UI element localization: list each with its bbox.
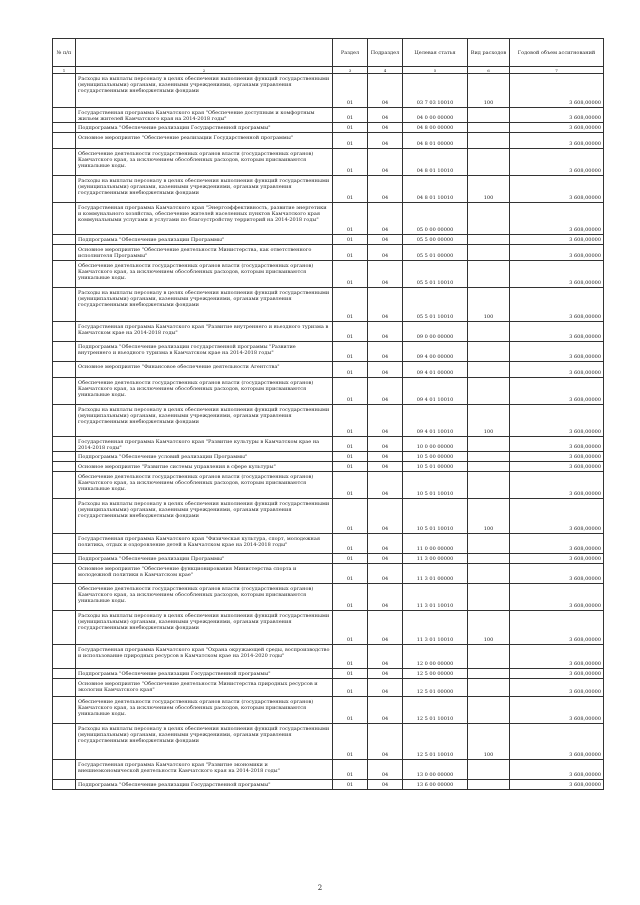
row-target: 04 8 01 10010 [403, 176, 468, 203]
row-target: 05 5 01 00000 [403, 245, 468, 261]
row-index [53, 322, 76, 342]
row-target: 03 7 03 10010 [403, 74, 468, 108]
table-row [53, 669, 604, 679]
row-target: 12 5 01 00000 [403, 679, 468, 697]
row-index [53, 405, 76, 437]
row-amount: 3 608,00000 [510, 322, 604, 342]
row-amount: 3 608,00000 [510, 499, 604, 534]
row-amount: 3 608,00000 [510, 362, 604, 378]
row-target: 11 3 01 00000 [403, 564, 468, 584]
row-subsection: 04 [368, 203, 403, 235]
row-section: 01 [333, 108, 368, 123]
row-name: Государственная программа Камчатского края "Охрана окружающей среды, воспроизводство и использование природных ресурсов в Камчатском крае на 2014-2020 годы" [76, 645, 333, 669]
row-index [53, 362, 76, 378]
row-name: Обеспечение деятельности государственных органов власти (государственных органов) Камчатского края, за исключением обособленных расходов, которым присваиваются уникальные коды. [76, 584, 333, 611]
row-expense-type [468, 322, 510, 342]
row-expense-type [468, 760, 510, 780]
budget-table [52, 38, 604, 790]
row-index [53, 123, 76, 133]
row-section: 01 [333, 133, 368, 149]
row-name: Подпрограмма "Обеспечение реализации государственной программы "Развитие внутреннего и въездного туризма в Камчатском крае на 2014-2018 годы" [76, 342, 333, 362]
row-section: 01 [333, 261, 368, 288]
row-expense-type: 100 [468, 499, 510, 534]
row-index [53, 452, 76, 462]
row-index [53, 437, 76, 452]
table-row [53, 342, 604, 362]
table-row [53, 534, 604, 554]
table-row [53, 149, 604, 176]
table-row [53, 499, 604, 534]
row-index [53, 554, 76, 564]
row-name: Расходы на выплаты персоналу в целях обеспечения выполнения функций государственными (муниципальными) органами, казенными учреждениями, органами управления государственными внебюджетными фондами [76, 499, 333, 534]
row-expense-type [468, 261, 510, 288]
column-number-row [53, 67, 604, 74]
table-row [53, 176, 604, 203]
row-section: 01 [333, 203, 368, 235]
header-subsection: Подраздел [368, 39, 403, 67]
row-section: 01 [333, 697, 368, 724]
header-section: Раздел [333, 39, 368, 67]
row-expense-type: 100 [468, 74, 510, 108]
row-index [53, 342, 76, 362]
row-index [53, 611, 76, 645]
row-target: 13 0 00 00000 [403, 760, 468, 780]
row-amount: 3 608,00000 [510, 342, 604, 362]
row-amount: 3 608,00000 [510, 261, 604, 288]
row-subsection: 04 [368, 611, 403, 645]
row-name: Обеспечение деятельности государственных органов власти (государственных органов) Камчатского края, за исключением обособленных расходов, которым присваиваются уникальные коды. [76, 261, 333, 288]
row-target: 09 0 00 00000 [403, 322, 468, 342]
row-subsection: 04 [368, 123, 403, 133]
row-section: 01 [333, 437, 368, 452]
row-amount: 3 608,00000 [510, 235, 604, 245]
row-amount: 3 608,00000 [510, 245, 604, 261]
row-target: 09 4 01 10010 [403, 405, 468, 437]
row-expense-type [468, 437, 510, 452]
row-target: 12 0 00 00000 [403, 645, 468, 669]
row-amount: 3 608,00000 [510, 760, 604, 780]
row-target: 09 4 01 10010 [403, 378, 468, 405]
row-amount: 3 608,00000 [510, 74, 604, 108]
table-row [53, 760, 604, 780]
table-row [53, 235, 604, 245]
table-row [53, 584, 604, 611]
row-name: Обеспечение деятельности государственных органов власти (государственных органов) Камчатского края, за исключением обособленных расходов, которым присваиваются уникальные коды. [76, 697, 333, 724]
row-subsection: 04 [368, 235, 403, 245]
row-name: Подпрограмма "Обеспечение реализации Государственной программы" [76, 780, 333, 790]
row-subsection: 04 [368, 378, 403, 405]
row-name: Подпрограмма "Обеспечение реализации Программы" [76, 554, 333, 564]
row-expense-type [468, 679, 510, 697]
column-number: 4 [368, 67, 403, 74]
row-name: Государственная программа Камчатского края "Развитие культуры в Камчатском крае на 2014-2018 годы" [76, 437, 333, 452]
row-target: 09 4 01 00000 [403, 362, 468, 378]
row-subsection: 04 [368, 245, 403, 261]
row-amount: 3 608,00000 [510, 679, 604, 697]
header-expense-type: Вид расходов [468, 39, 510, 67]
row-section: 01 [333, 780, 368, 790]
row-section: 01 [333, 123, 368, 133]
header-amount: Годовой объем ассигнований [510, 39, 604, 67]
row-amount: 3 608,00000 [510, 645, 604, 669]
table-row [53, 611, 604, 645]
table-row [53, 123, 604, 133]
row-expense-type: 100 [468, 405, 510, 437]
table-row [53, 74, 604, 108]
column-number: 2 [76, 67, 333, 74]
row-target: 11 3 01 10010 [403, 611, 468, 645]
row-target: 10 5 01 10010 [403, 472, 468, 499]
row-subsection: 04 [368, 288, 403, 322]
row-subsection: 04 [368, 669, 403, 679]
row-section: 01 [333, 534, 368, 554]
row-target: 11 0 00 00000 [403, 534, 468, 554]
row-section: 01 [333, 322, 368, 342]
row-name: Обеспечение деятельности государственных органов власти (государственных органов) Камчатского края, за исключением обособленных расходов, которым присваиваются уникальные коды. [76, 149, 333, 176]
row-index [53, 697, 76, 724]
row-section: 01 [333, 405, 368, 437]
row-name: Подпрограмма "Обеспечение реализации Государственной программы" [76, 123, 333, 133]
column-number: 3 [333, 67, 368, 74]
column-number: 5 [403, 67, 468, 74]
row-target: 12 5 01 10010 [403, 724, 468, 760]
row-subsection: 04 [368, 322, 403, 342]
row-expense-type [468, 235, 510, 245]
row-section: 01 [333, 288, 368, 322]
row-expense-type: 100 [468, 176, 510, 203]
row-name: Государственная программа Камчатского края "Развитие экономики и внешнеэкономической деятельности Камчатского края на 2014-2018 годы" [76, 760, 333, 780]
row-expense-type [468, 669, 510, 679]
row-name: Государственная программа Камчатского края "Физическая культура, спорт, молодежная политика, отдых и оздоровление детей в Камчатском крае на 2014-2018 годы" [76, 534, 333, 554]
row-index [53, 245, 76, 261]
row-amount: 3 608,00000 [510, 149, 604, 176]
row-amount: 3 608,00000 [510, 611, 604, 645]
row-expense-type: 100 [468, 724, 510, 760]
row-section: 01 [333, 564, 368, 584]
row-subsection: 04 [368, 108, 403, 123]
row-amount: 3 608,00000 [510, 554, 604, 564]
row-subsection: 04 [368, 176, 403, 203]
row-expense-type [468, 203, 510, 235]
header-name [76, 39, 333, 67]
row-index [53, 149, 76, 176]
table-row [53, 405, 604, 437]
row-section: 01 [333, 342, 368, 362]
row-amount: 3 608,00000 [510, 437, 604, 452]
table-row [53, 378, 604, 405]
row-subsection: 04 [368, 760, 403, 780]
row-subsection: 04 [368, 780, 403, 790]
row-expense-type [468, 554, 510, 564]
row-amount: 3 608,00000 [510, 669, 604, 679]
row-name: Государственная программа Камчатского края "Развитие внутреннего и въездного туризма в Камчатском крае на 2014-2018 годы" [76, 322, 333, 342]
row-name: Расходы на выплаты персоналу в целях обеспечения выполнения функций государственными (муниципальными) органами, казенными учреждениями, органами управления государственными внебюджетными фондами [76, 176, 333, 203]
row-target: 10 5 01 10010 [403, 499, 468, 534]
row-expense-type [468, 245, 510, 261]
row-target: 05 5 01 10010 [403, 288, 468, 322]
table-row [53, 133, 604, 149]
row-amount: 3 608,00000 [510, 697, 604, 724]
row-expense-type [468, 564, 510, 584]
row-name: Государственная программа Камчатского края "Обеспечение доступным и комфортным жильем жителей Камчатского края на 2014-2018 годы" [76, 108, 333, 123]
row-subsection: 04 [368, 584, 403, 611]
row-subsection: 04 [368, 724, 403, 760]
row-name: Расходы на выплаты персоналу в целях обеспечения выполнения функций государственными (муниципальными) органами, казенными учреждениями, органами управления государственными внебюджетными фондами [76, 405, 333, 437]
row-target: 12 5 00 00000 [403, 669, 468, 679]
row-subsection: 04 [368, 564, 403, 584]
table-row [53, 554, 604, 564]
row-amount: 3 608,00000 [510, 133, 604, 149]
row-name: Основное мероприятие "Развитие системы управления в сфере культуры" [76, 462, 333, 472]
row-index [53, 133, 76, 149]
row-amount: 3 608,00000 [510, 108, 604, 123]
row-name: Расходы на выплаты персоналу в целях обеспечения выполнения функций государственными (муниципальными) органами, казенными учреждениями, органами управления государственными внебюджетными фондами [76, 74, 333, 108]
table-row [53, 564, 604, 584]
table-row [53, 472, 604, 499]
row-section: 01 [333, 462, 368, 472]
row-section: 01 [333, 679, 368, 697]
row-index [53, 499, 76, 534]
row-target: 12 5 01 10010 [403, 697, 468, 724]
table-row [53, 679, 604, 697]
row-target: 10 5 01 00000 [403, 462, 468, 472]
row-expense-type: 100 [468, 611, 510, 645]
row-subsection: 04 [368, 462, 403, 472]
row-section: 01 [333, 554, 368, 564]
row-expense-type [468, 697, 510, 724]
row-amount: 3 608,00000 [510, 123, 604, 133]
row-name: Подпрограмма "Обеспечение реализации Программы" [76, 235, 333, 245]
row-amount: 3 608,00000 [510, 584, 604, 611]
row-amount: 3 608,00000 [510, 203, 604, 235]
row-target: 05 5 01 10010 [403, 261, 468, 288]
row-amount: 3 608,00000 [510, 288, 604, 322]
row-target: 10 0 00 00000 [403, 437, 468, 452]
row-subsection: 04 [368, 362, 403, 378]
row-expense-type [468, 584, 510, 611]
row-index [53, 564, 76, 584]
row-expense-type [468, 472, 510, 499]
table-row [53, 288, 604, 322]
row-target: 11 3 01 10010 [403, 584, 468, 611]
row-section: 01 [333, 645, 368, 669]
row-target: 04 0 00 00000 [403, 108, 468, 123]
row-amount: 3 608,00000 [510, 176, 604, 203]
row-index [53, 760, 76, 780]
row-expense-type [468, 462, 510, 472]
row-expense-type [468, 133, 510, 149]
row-index [53, 534, 76, 554]
row-subsection: 04 [368, 405, 403, 437]
column-number: 1 [53, 67, 76, 74]
row-section: 01 [333, 362, 368, 378]
row-subsection: 04 [368, 554, 403, 564]
table-row [53, 724, 604, 760]
row-index [53, 724, 76, 760]
row-expense-type [468, 342, 510, 362]
row-name: Обеспечение деятельности государственных органов власти (государственных органов) Камчатского края, за исключением обособленных расходов, которым присваиваются уникальные коды. [76, 472, 333, 499]
row-index [53, 378, 76, 405]
table-row [53, 452, 604, 462]
row-target: 04 8 00 00000 [403, 123, 468, 133]
row-expense-type: 100 [468, 288, 510, 322]
row-expense-type [468, 149, 510, 176]
row-name: Основное мероприятие "Обеспечение деятельности Министерства природных ресурсов и экологии Камчатского края" [76, 679, 333, 697]
row-subsection: 04 [368, 149, 403, 176]
row-target: 05 5 00 00000 [403, 235, 468, 245]
row-amount: 3 608,00000 [510, 780, 604, 790]
row-section: 01 [333, 235, 368, 245]
row-section: 01 [333, 724, 368, 760]
row-section: 01 [333, 499, 368, 534]
row-subsection: 04 [368, 133, 403, 149]
row-index [53, 235, 76, 245]
table-header-row [53, 39, 604, 67]
row-subsection: 04 [368, 452, 403, 462]
row-subsection: 04 [368, 74, 403, 108]
table-row [53, 780, 604, 790]
row-amount: 3 608,00000 [510, 534, 604, 554]
row-section: 01 [333, 149, 368, 176]
row-expense-type [468, 452, 510, 462]
row-amount: 3 608,00000 [510, 472, 604, 499]
row-section: 01 [333, 611, 368, 645]
row-name: Основное мероприятие "Финансовое обеспечение деятельности Агентства" [76, 362, 333, 378]
row-subsection: 04 [368, 679, 403, 697]
table-row [53, 108, 604, 123]
row-index [53, 462, 76, 472]
row-name: Расходы на выплаты персоналу в целях обеспечения выполнения функций государственными (муниципальными) органами, казенными учреждениями, органами управления государственными внебюджетными фондами [76, 611, 333, 645]
row-section: 01 [333, 378, 368, 405]
row-name: Расходы на выплаты персоналу в целях обеспечения выполнения функций государственными (муниципальными) органами, казенными учреждениями, органами управления государственными внебюджетными фондами [76, 724, 333, 760]
row-expense-type [468, 362, 510, 378]
row-index [53, 74, 76, 108]
row-index [53, 108, 76, 123]
row-section: 01 [333, 176, 368, 203]
row-subsection: 04 [368, 472, 403, 499]
page-number: 2 [317, 884, 323, 892]
row-name: Основное мероприятие "Обеспечение функционирования Министерства спорта и молодежной политики в Камчатском крае" [76, 564, 333, 584]
table-row [53, 697, 604, 724]
row-subsection: 04 [368, 342, 403, 362]
column-number: 6 [468, 67, 510, 74]
table-row [53, 245, 604, 261]
row-index [53, 584, 76, 611]
row-index [53, 472, 76, 499]
row-index [53, 288, 76, 322]
row-target: 04 8 01 10010 [403, 149, 468, 176]
row-subsection: 04 [368, 534, 403, 554]
row-section: 01 [333, 760, 368, 780]
header-num: № п/п [53, 39, 76, 67]
row-index [53, 645, 76, 669]
table-row [53, 261, 604, 288]
row-target: 11 3 00 00000 [403, 554, 468, 564]
table-row [53, 645, 604, 669]
row-index [53, 203, 76, 235]
row-name: Подпрограмма "Обеспечение реализации Государственной программы" [76, 669, 333, 679]
row-target: 10 5 00 00000 [403, 452, 468, 462]
row-expense-type [468, 123, 510, 133]
row-subsection: 04 [368, 499, 403, 534]
row-section: 01 [333, 669, 368, 679]
table-body [53, 74, 604, 790]
row-name: Основное мероприятие "Обеспечение деятельности Министерства, как ответственного исполнителя Программы" [76, 245, 333, 261]
row-name: Обеспечение деятельности государственных органов власти (государственных органов) Камчатского края, за исключением обособленных расходов, которым присваиваются уникальные коды. [76, 378, 333, 405]
row-target: 04 8 01 00000 [403, 133, 468, 149]
row-section: 01 [333, 245, 368, 261]
row-target: 13 6 00 00000 [403, 780, 468, 790]
row-index [53, 679, 76, 697]
row-amount: 3 608,00000 [510, 462, 604, 472]
row-subsection: 04 [368, 697, 403, 724]
table-row [53, 203, 604, 235]
row-name: Расходы на выплаты персоналу в целях обеспечения выполнения функций государственными (муниципальными) органами, казенными учреждениями, органами управления государственными внебюджетными фондами [76, 288, 333, 322]
row-section: 01 [333, 452, 368, 462]
row-amount: 3 608,00000 [510, 378, 604, 405]
row-expense-type [468, 378, 510, 405]
row-section: 01 [333, 472, 368, 499]
row-subsection: 04 [368, 261, 403, 288]
row-index [53, 669, 76, 679]
row-name: Подпрограмма "Обеспечение условий реализации Программы" [76, 452, 333, 462]
table-row [53, 362, 604, 378]
row-amount: 3 608,00000 [510, 452, 604, 462]
row-name: Государственная программа Камчатского края "Энергоэффективность, развитие энергетики и коммунального хозяйства, обеспечение жителей населенных пунктов Камчатского края коммунальными услугами и услугами по благоустройству территорий на 2014-2018 годы" [76, 203, 333, 235]
row-index [53, 780, 76, 790]
row-amount: 3 608,00000 [510, 564, 604, 584]
row-target: 09 4 00 00000 [403, 342, 468, 362]
row-target: 05 0 00 00000 [403, 203, 468, 235]
row-expense-type [468, 645, 510, 669]
row-index [53, 261, 76, 288]
row-section: 01 [333, 74, 368, 108]
row-amount: 3 608,00000 [510, 724, 604, 760]
row-subsection: 04 [368, 437, 403, 452]
header-target: Целевая статья [403, 39, 468, 67]
column-number: 7 [510, 67, 604, 74]
row-amount: 3 608,00000 [510, 405, 604, 437]
table-row [53, 322, 604, 342]
row-expense-type [468, 780, 510, 790]
row-expense-type [468, 534, 510, 554]
table-row [53, 462, 604, 472]
row-expense-type [468, 108, 510, 123]
row-subsection: 04 [368, 645, 403, 669]
row-index [53, 176, 76, 203]
row-name: Основное мероприятие "Обеспечение реализации Государственной программы" [76, 133, 333, 149]
row-section: 01 [333, 584, 368, 611]
table-row [53, 437, 604, 452]
